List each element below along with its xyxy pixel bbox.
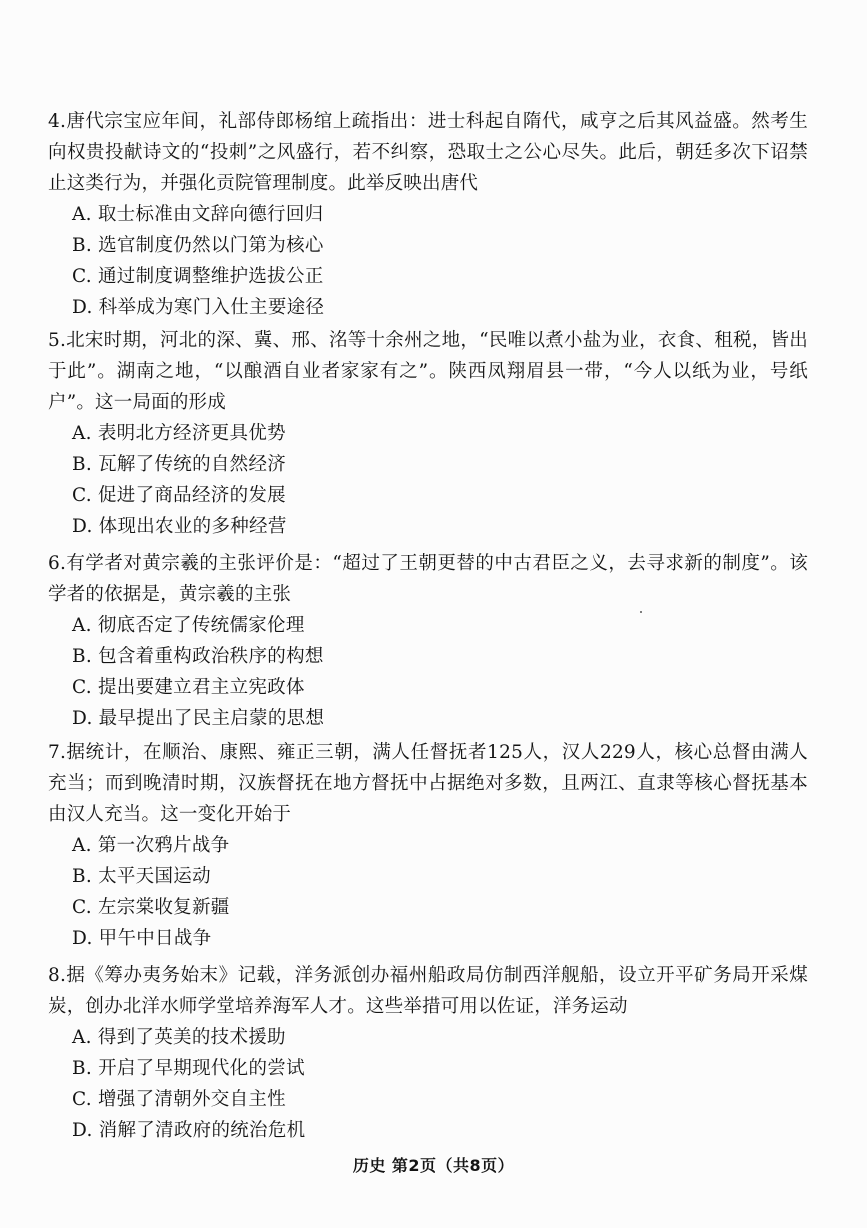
option-letter: C. [72, 266, 92, 287]
option-letter: A. [72, 204, 92, 225]
option-text: 第一次鸦片战争 [97, 835, 230, 856]
option-letter: D. [72, 1120, 93, 1141]
scan-speck [640, 611, 642, 613]
option-text: 增强了清朝外交自主性 [97, 1089, 286, 1110]
option-letter: A. [72, 1027, 92, 1048]
option-letter: D. [72, 928, 93, 949]
option-letter: B. [72, 646, 93, 667]
option-d [48, 703, 808, 734]
option-d [48, 511, 808, 542]
question-stem [48, 960, 808, 1022]
option-text: 提出要建立君主立宪政体 [97, 677, 305, 698]
option-letter: A. [72, 835, 92, 856]
option-text: 得到了英美的技术援助 [97, 1027, 286, 1048]
option-b [48, 861, 808, 892]
question-text: 据统计，在顺治、康熙、雍正三朝，满人任督抚者125人，汉人229人，核心总督由满人充当；而到晚清时期，汉族督抚在地方督抚中占据绝对多数，且两江、直隶等核心督抚基本由汉人充当。这一变化开始于 [48, 742, 808, 825]
question-7 [48, 737, 808, 954]
option-d [48, 923, 808, 954]
option-text: 开启了早期现代化的尝试 [98, 1058, 305, 1079]
option-d [48, 292, 808, 323]
option-a [48, 610, 808, 641]
question-number: 4. [48, 111, 67, 132]
option-letter: B. [72, 866, 93, 887]
question-number: 8. [48, 965, 67, 986]
option-letter: B. [72, 454, 93, 475]
option-list [48, 418, 808, 542]
question-number: 5. [48, 330, 67, 351]
option-letter: C. [72, 897, 92, 918]
question-stem [48, 737, 808, 830]
option-b [48, 230, 808, 261]
option-letter: B. [72, 235, 93, 256]
question-6 [48, 548, 808, 734]
option-text: 表明北方经济更具优势 [97, 423, 286, 444]
option-text: 最早提出了民主启蒙的思想 [98, 708, 325, 729]
option-c [48, 672, 808, 703]
question-text: 有学者对黄宗羲的主张评价是：“超过了王朝更替的中古君臣之义，去寻求新的制度”。该学者的依据是，黄宗羲的主张 [48, 553, 808, 605]
question-stem [48, 325, 808, 418]
option-d [48, 1115, 808, 1146]
question-stem [48, 548, 808, 610]
option-letter: D. [72, 297, 93, 318]
question-4 [48, 106, 808, 323]
option-text: 促进了商品经济的发展 [97, 485, 286, 506]
option-text: 甲午中日战争 [98, 928, 212, 949]
option-c [48, 892, 808, 923]
option-letter: D. [72, 516, 93, 537]
option-letter: C. [72, 485, 92, 506]
option-text: 科举成为寒门入仕主要途径 [98, 297, 325, 318]
option-letter: A. [72, 423, 92, 444]
option-text: 瓦解了传统的自然经济 [98, 454, 287, 475]
option-list [48, 1022, 808, 1146]
option-text: 取士标准由文辞向德行回归 [97, 204, 324, 225]
option-letter: C. [72, 677, 92, 698]
page-footer: 历史 第2页（共8页） [352, 1156, 515, 1175]
option-text: 消解了清政府的统治危机 [98, 1120, 306, 1141]
option-a [48, 830, 808, 861]
option-c [48, 1084, 808, 1115]
option-text: 左宗棠收复新疆 [97, 897, 230, 918]
option-text: 太平天国运动 [98, 866, 211, 887]
option-letter: B. [72, 1058, 93, 1079]
question-text: 据《筹办夷务始末》记载，洋务派创办福州船政局仿制西洋舰船，设立开平矿务局开采煤炭，创办北洋水师学堂培养海军人才。这些举措可用以佐证，洋务运动 [48, 965, 808, 1017]
question-text: 唐代宗宝应年间，礼部侍郎杨绾上疏指出：进士科起自隋代，咸亨之后其风益盛。然考生向权贵投献诗文的“投刺”之风盛行，若不纠察，恐取士之公心尽失。此后，朝廷多次下诏禁止这类行为，并强化贡院管理制度。此举反映出唐代 [48, 111, 808, 194]
option-b [48, 1053, 808, 1084]
option-text: 体现出农业的多种经营 [98, 516, 287, 537]
option-b [48, 641, 808, 672]
question-number: 6. [48, 553, 67, 574]
option-text: 彻底否定了传统儒家伦理 [97, 615, 305, 636]
option-a [48, 1022, 808, 1053]
option-list [48, 610, 808, 734]
question-5 [48, 325, 808, 542]
question-text: 北宋时期，河北的深、冀、邢、洺等十余州之地，“民唯以煮小盐为业，衣食、租税，皆出于此”。湖南之地，“以酿酒自业者家家有之”。陕西凤翔眉县一带，“今人以纸为业，号纸户”。这一局面的形成 [48, 330, 808, 413]
question-stem [48, 106, 808, 199]
option-list [48, 830, 808, 954]
question-8 [48, 960, 808, 1146]
option-c [48, 261, 808, 292]
question-number: 7. [48, 742, 67, 763]
option-c [48, 480, 808, 511]
option-letter: A. [72, 615, 92, 636]
option-text: 通过制度调整维护选拔公正 [97, 266, 324, 287]
option-list [48, 199, 808, 323]
option-letter: D. [72, 708, 93, 729]
option-text: 选官制度仍然以门第为核心 [98, 235, 324, 256]
option-a [48, 418, 808, 449]
option-b [48, 449, 808, 480]
option-a [48, 199, 808, 230]
option-text: 包含着重构政治秩序的构想 [98, 646, 324, 667]
option-letter: C. [72, 1089, 92, 1110]
